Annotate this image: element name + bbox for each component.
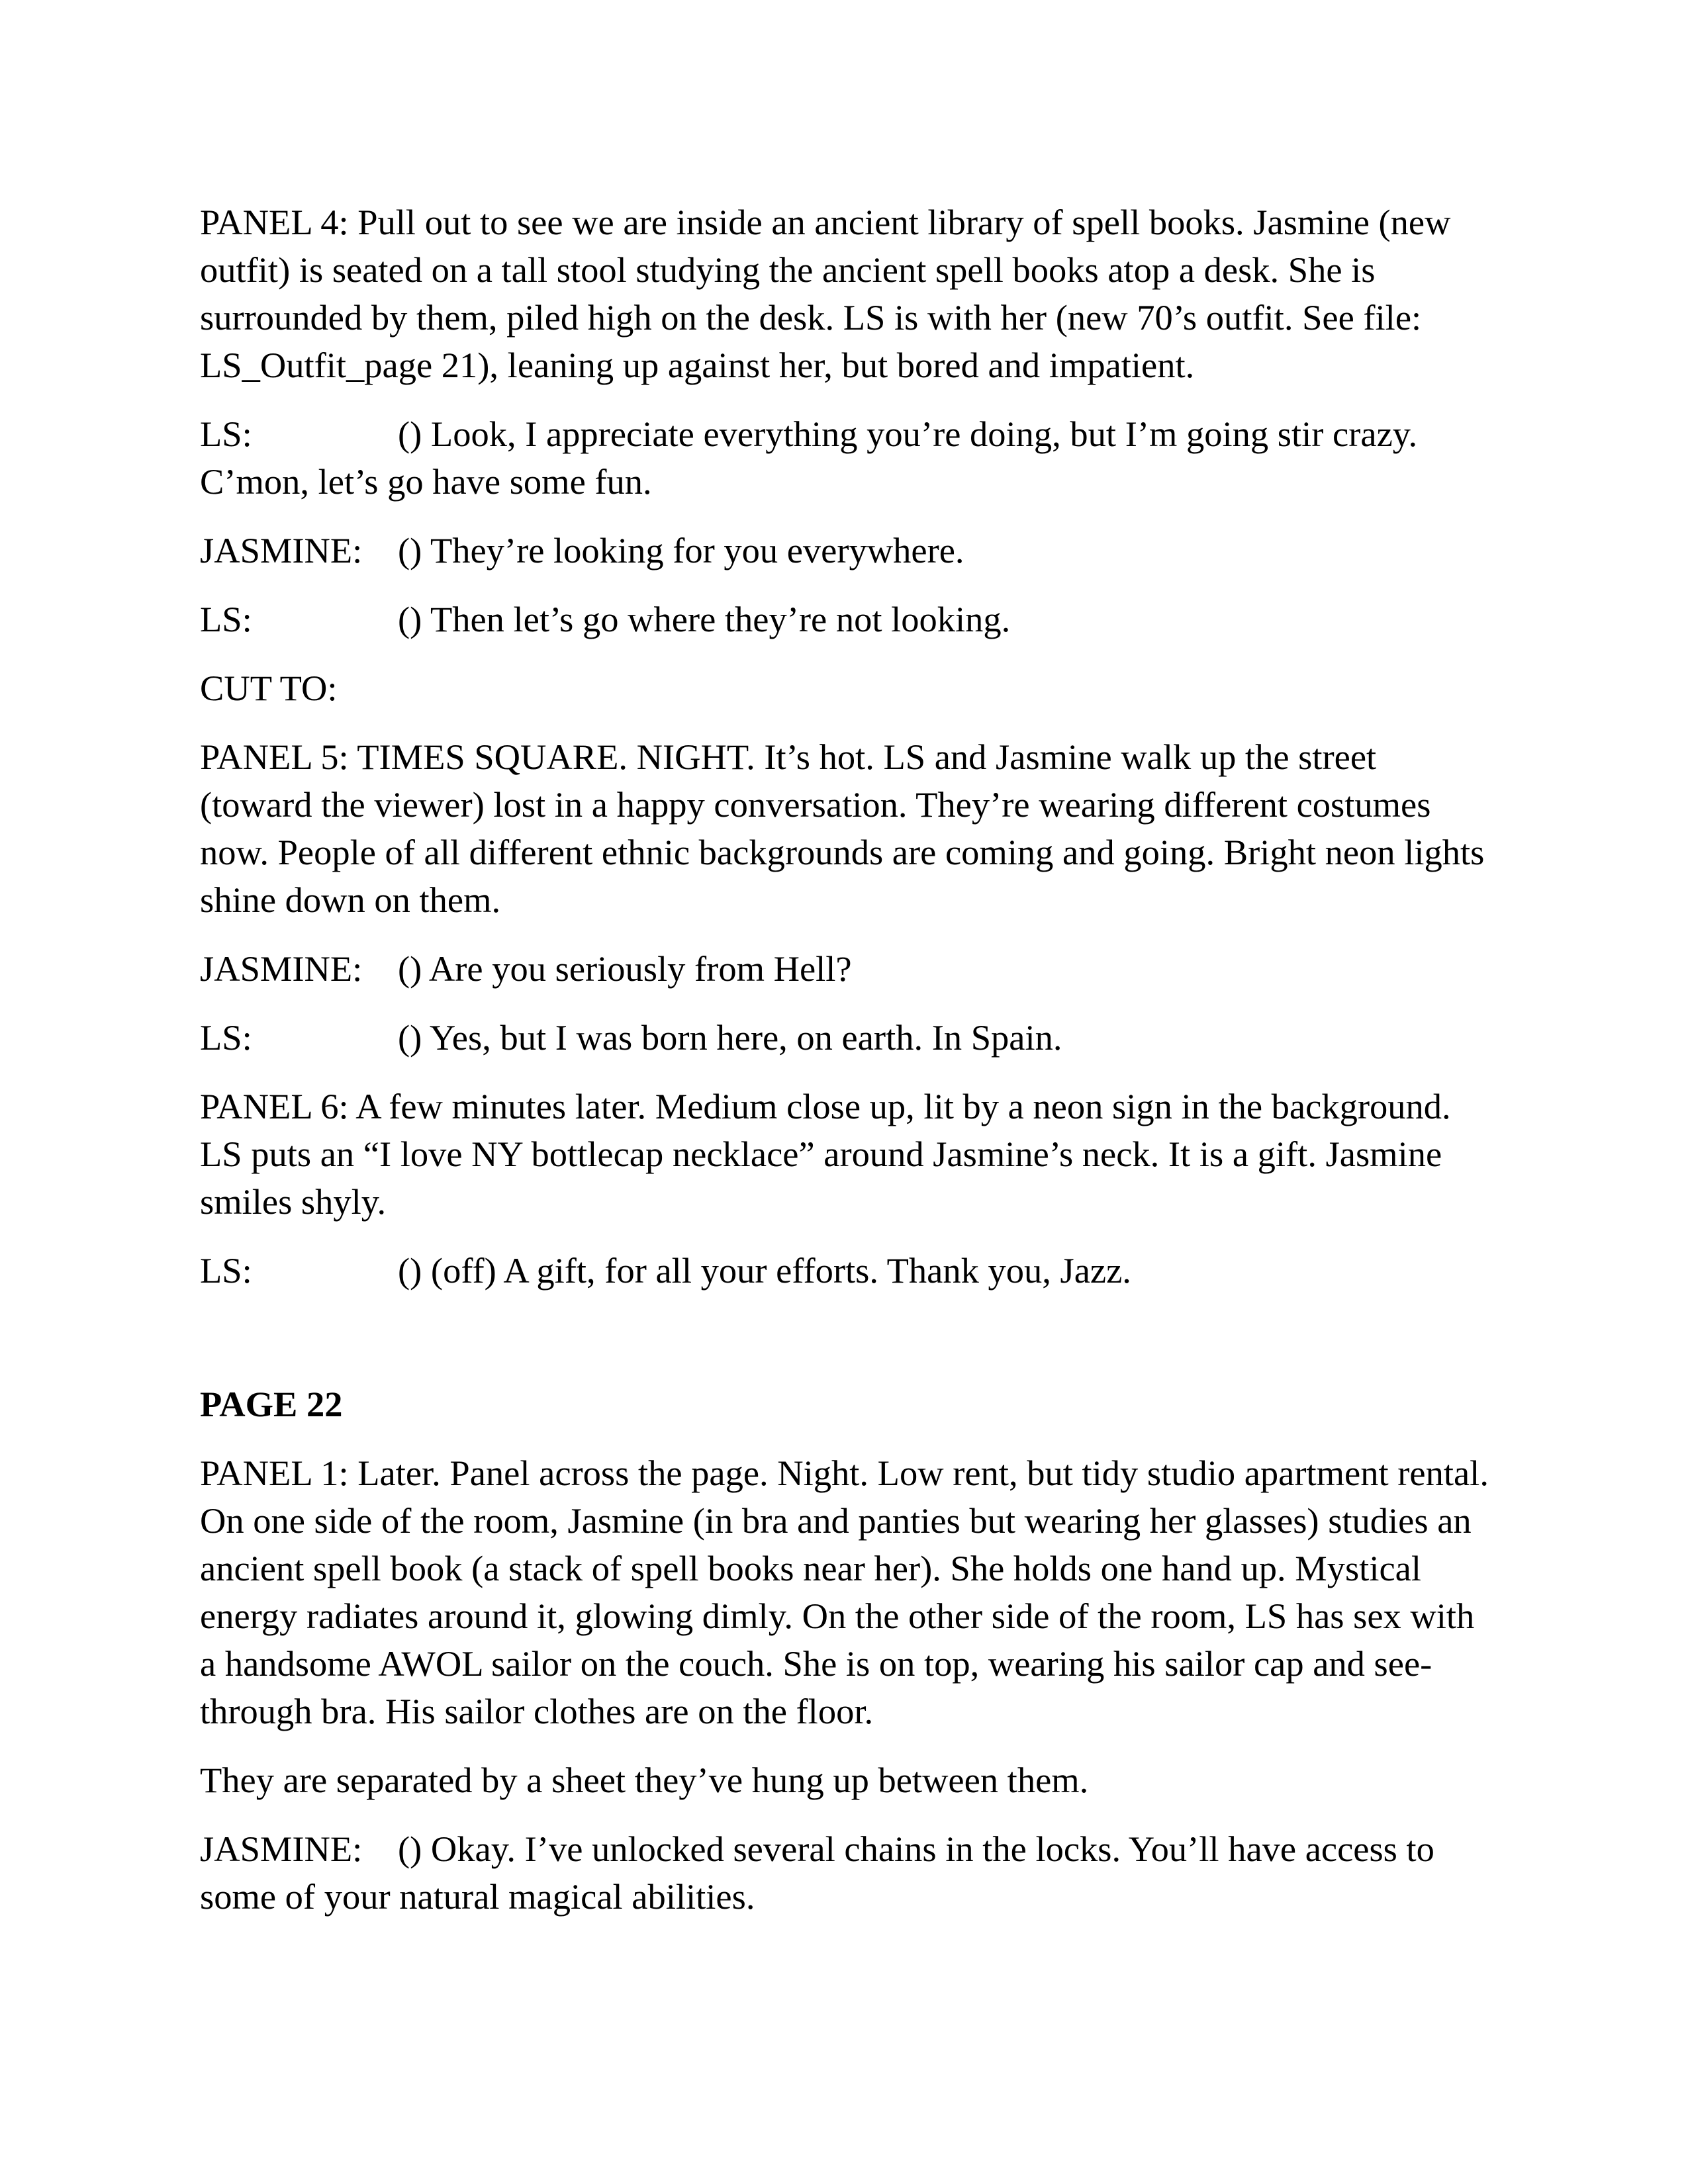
dialogue-line: () Then let’s go where they’re not looking. [398,599,1011,639]
dialogue-ls-1 [200,410,1491,506]
panel-5-description: PANEL 5: TIMES SQUARE. NIGHT. It’s hot. LS and Jasmine walk up the street (toward the viewer) lost in a happy conversation. They’re wearing different costumes now. People of all different ethnic backgrounds are coming and going. Bright neon lights shine down on them. [200,737,1485,920]
dialogue-ls-3 [200,1014,1491,1062]
speaker-label: LS: [200,1250,252,1291]
speaker-label: LS: [200,1017,252,1058]
script-page [200,199,1491,1942]
speaker-label: JASMINE: [200,1829,363,1869]
dialogue-line: () Yes, but I was born here, on earth. In Spain. [398,1017,1062,1058]
dialogue-ls-4 [200,1247,1491,1295]
page-heading: PAGE 22 [200,1384,343,1424]
dialogue-jasmine-3 [200,1825,1491,1921]
dialogue-jasmine-1 [200,527,1491,574]
panel-4-description: PANEL 4: Pull out to see we are inside an ancient library of spell books. Jasmine (new outfit) is seated on a tall stool studying the ancient spell books atop a desk. She is surrounded by them, piled high on the desk. LS is with her (new 70’s outfit. See file: LS_Outfit_page 21), leaning up against her, but bored and impatient. [200,202,1451,385]
dialogue-line: () They’re looking for you everywhere. [398,530,964,570]
transition-cut-to: CUT TO: [200,668,338,708]
dialogue-ls-2 [200,596,1491,643]
speaker-label: JASMINE: [200,948,363,989]
panel-1-description: PANEL 1: Later. Panel across the page. Night. Low rent, but tidy studio apartment rental. On one side of the room, Jasmine (in bra and panties but wearing her glasses) studies an ancient spell book (a stack of spell books near her). She holds one hand up. Mystical energy radiates around it, glowing dimly. On the other side of the room, LS has sex with a handsome AWOL sailor on the couch. She is on top, wearing his sailor cap and see-through bra. His sailor clothes are on the floor. [200,1453,1489,1731]
dialogue-line: () (off) A gift, for all your efforts. Thank you, Jazz. [398,1250,1131,1291]
speaker-label: JASMINE: [200,530,363,570]
panel-1-note: They are separated by a sheet they’ve hung up between them. [200,1760,1089,1800]
dialogue-line: () Okay. I’ve unlocked several chains in the locks. You’ll have access to some of your natural magical abilities. [200,1829,1434,1917]
speaker-label: LS: [200,414,252,454]
dialogue-line: () Look, I appreciate everything you’re doing, but I’m going stir crazy. C’mon, let’s go have some fun. [200,414,1418,502]
speaker-label: LS: [200,599,252,639]
dialogue-jasmine-2 [200,945,1491,993]
panel-6-description: PANEL 6: A few minutes later. Medium close up, lit by a neon sign in the background. LS puts an “I love NY bottlecap necklace” around Jasmine’s neck. It is a gift. Jasmine smiles shyly. [200,1086,1451,1222]
dialogue-line: () Are you seriously from Hell? [398,948,852,989]
